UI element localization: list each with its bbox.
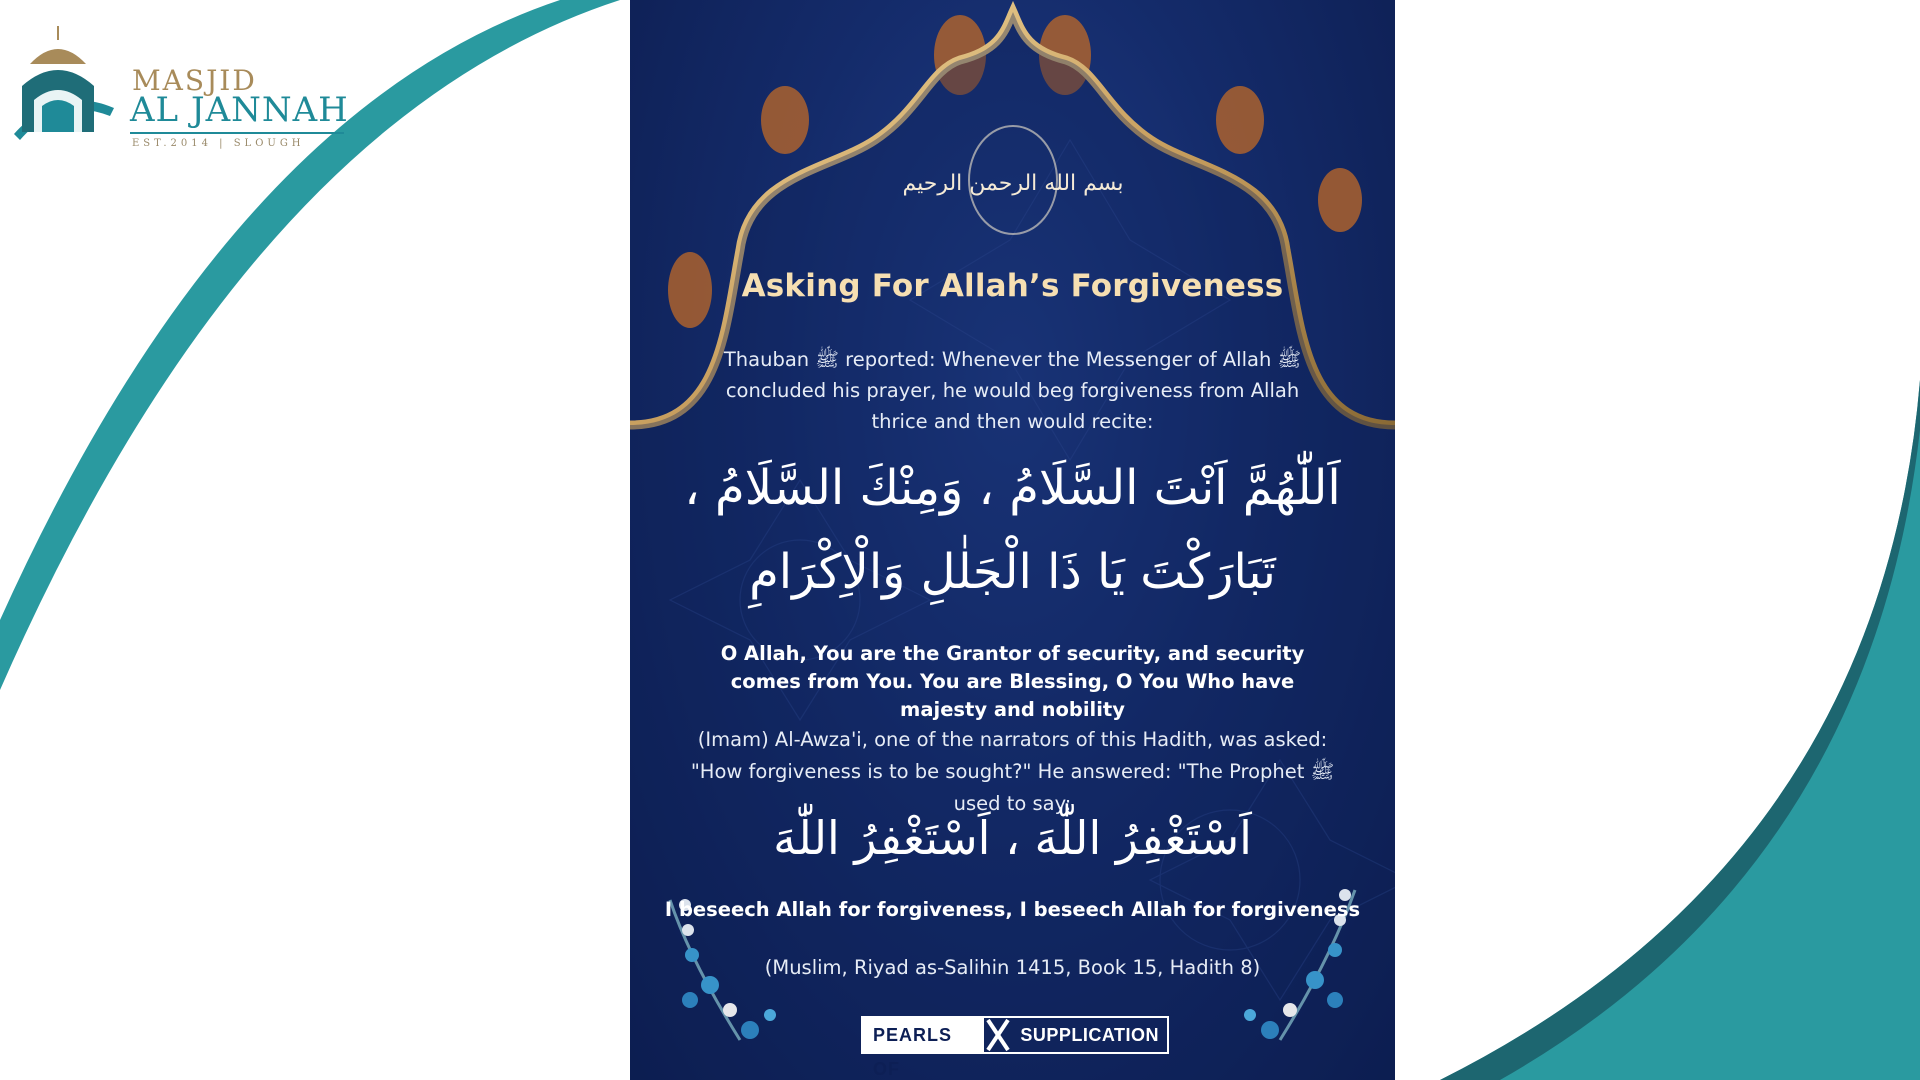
badge-left-text: PEARLS OF [863,1018,984,1052]
logo-divider [130,132,344,134]
badge-right-text: SUPPLICATION [1020,1024,1159,1045]
badge-x-icon [984,1018,1012,1052]
calligraphy-text: بسم الله الرحمن الرحيم [902,171,1124,196]
arabic-istighfar: اَسْتَغْفِرُ اللّٰهَ ، اَسْتَغْفِرُ اللّٰهَ [773,811,1252,865]
masjid-logo[interactable] [8,24,348,154]
logo-masjid-text: MASJID [132,64,257,97]
dua-translation: O Allah, You are the Grantor of security, and security comes from You. You are Blessing, O You Who have majesty and nobility [720,642,1305,721]
poster-title: Asking For Allah’s Forgiveness [741,268,1284,304]
right-teal-curve [1440,380,1920,1080]
mosque-icon [8,24,128,154]
pearls-of-supplication-badge [861,1016,1169,1079]
narration-text-2: (Imam) Al-Awza'i, one of the narrators of this Hadith, was asked: "How forgiveness is to be sought?" He answered: "The Prophet ﷺ used to say: [690,728,1335,815]
logo-subtitle: EST.2014 | SLOUGH [132,138,305,149]
narration-text: Thauban ﷺ reported: Whenever the Messenger of Allah ﷺ concluded his prayer, he would beg forgiveness from Allah thrice and then would recite: [723,348,1302,433]
hadith-citation: (Muslim, Riyad as-Salihin 1415, Book 15, Hadith 8) [764,956,1261,979]
logo-name-text: AL JANNAH [130,90,349,130]
hadith-poster [630,0,1395,1080]
arabic-dua-line-1: اَللّٰهُمَّ اَنْتَ السَّلَامُ ، وَمِنْكَ السَّلَامُ ، [684,460,1341,516]
arabic-dua-line-2: تَبَارَكْتَ يَا ذَا الْجَلٰلِ وَالْاِكْرَامِ [749,544,1276,600]
istighfar-translation: I beseech Allah for forgiveness, I beseech Allah for forgiveness [664,898,1361,921]
